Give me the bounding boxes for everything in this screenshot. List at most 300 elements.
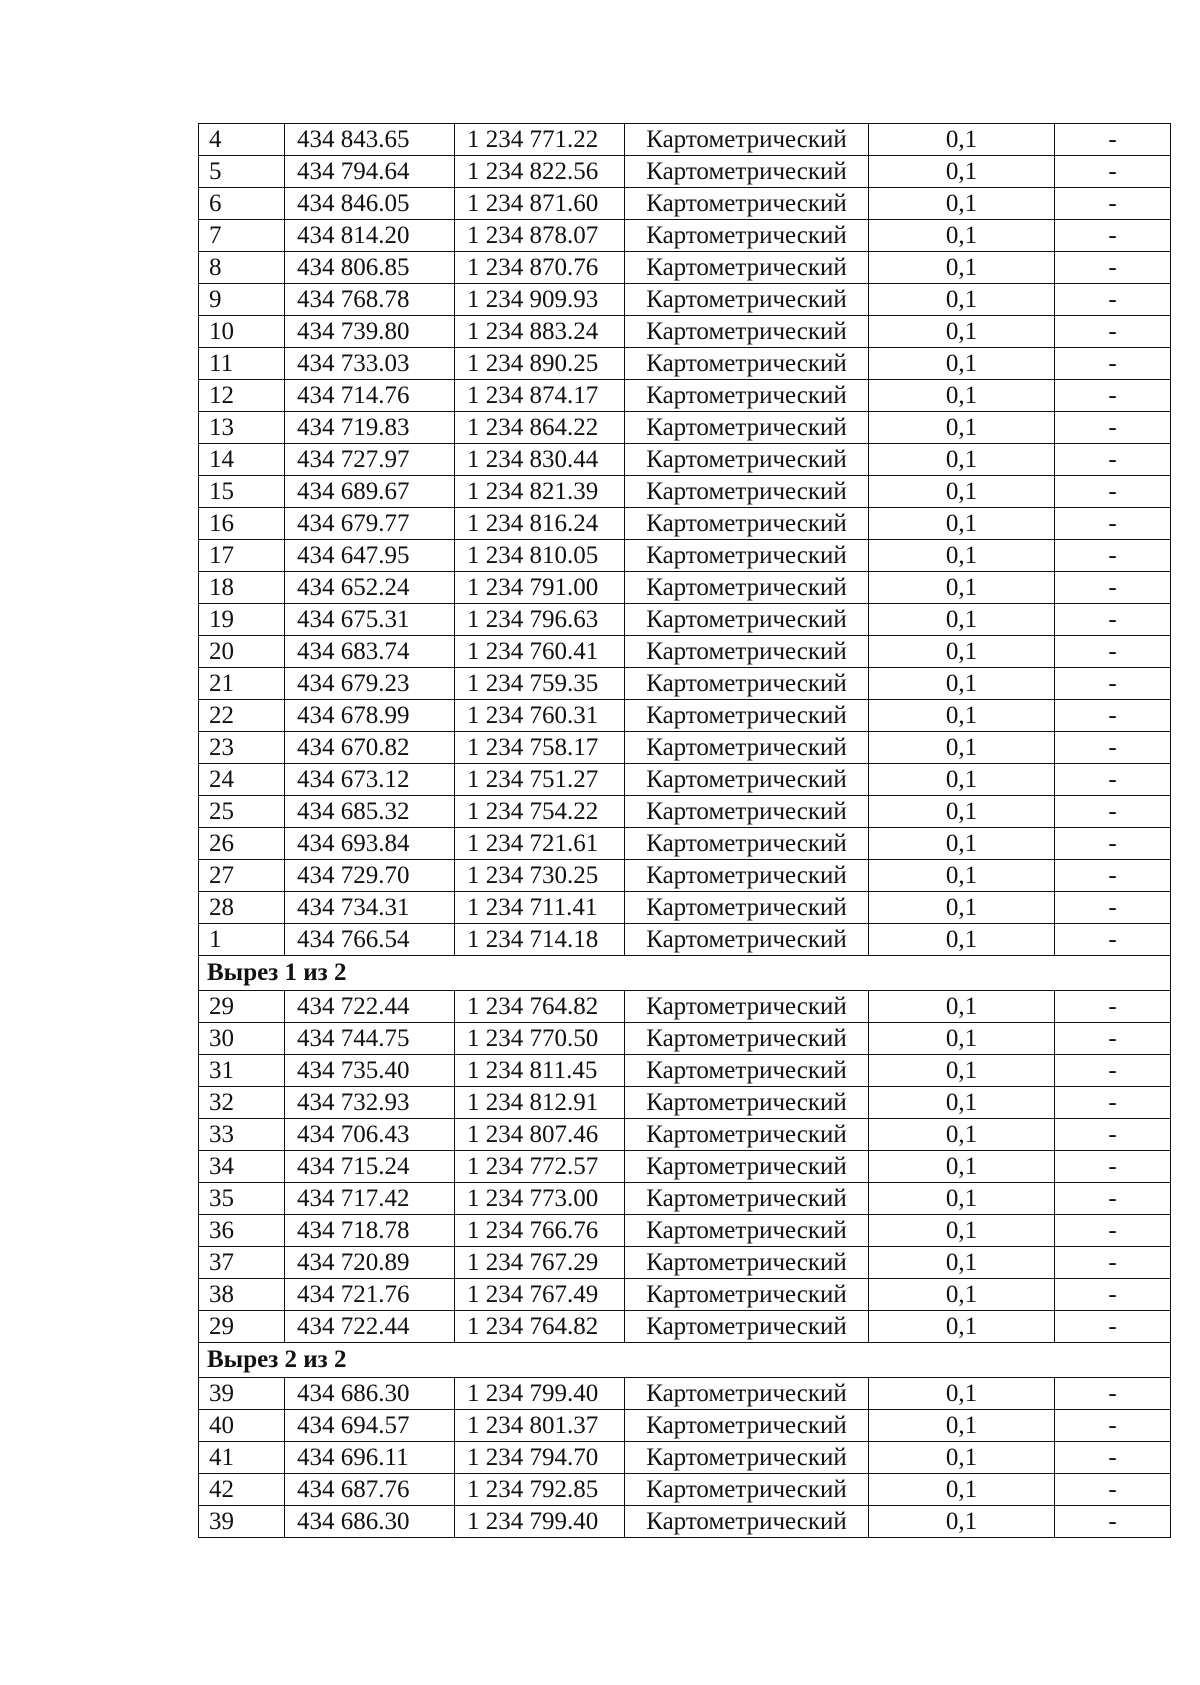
y-coordinate-cell: 1 234 799.40 (455, 1506, 625, 1538)
x-coordinate-cell: 434 679.77 (285, 508, 455, 540)
x-coordinate-cell: 434 715.24 (285, 1151, 455, 1183)
point-number-cell: 25 (199, 796, 285, 828)
point-number-cell: 9 (199, 284, 285, 316)
x-coordinate-cell: 434 718.78 (285, 1215, 455, 1247)
method-cell: Картометрический (625, 700, 869, 732)
accuracy-cell: 0,1 (869, 732, 1055, 764)
table-row (199, 156, 1171, 188)
method-cell: Картометрический (625, 1279, 869, 1311)
table-row (199, 1247, 1171, 1279)
table-row (199, 604, 1171, 636)
accuracy-cell: 0,1 (869, 1506, 1055, 1538)
dash-cell: - (1055, 732, 1171, 764)
x-coordinate-cell: 434 686.30 (285, 1378, 455, 1410)
method-cell: Картометрический (625, 924, 869, 956)
accuracy-cell: 0,1 (869, 828, 1055, 860)
accuracy-cell: 0,1 (869, 412, 1055, 444)
x-coordinate-cell: 434 693.84 (285, 828, 455, 860)
x-coordinate-cell: 434 714.76 (285, 380, 455, 412)
point-number-cell: 21 (199, 668, 285, 700)
accuracy-cell: 0,1 (869, 124, 1055, 156)
accuracy-cell: 0,1 (869, 1183, 1055, 1215)
point-number-cell: 35 (199, 1183, 285, 1215)
method-cell: Картометрический (625, 604, 869, 636)
x-coordinate-cell: 434 734.31 (285, 892, 455, 924)
x-coordinate-cell: 434 687.76 (285, 1474, 455, 1506)
accuracy-cell: 0,1 (869, 316, 1055, 348)
method-cell: Картометрический (625, 991, 869, 1023)
dash-cell: - (1055, 1151, 1171, 1183)
point-number-cell: 13 (199, 412, 285, 444)
x-coordinate-cell: 434 722.44 (285, 991, 455, 1023)
accuracy-cell: 0,1 (869, 892, 1055, 924)
method-cell: Картометрический (625, 252, 869, 284)
dash-cell: - (1055, 1119, 1171, 1151)
accuracy-cell: 0,1 (869, 1474, 1055, 1506)
y-coordinate-cell: 1 234 794.70 (455, 1442, 625, 1474)
dash-cell: - (1055, 156, 1171, 188)
method-cell: Картометрический (625, 380, 869, 412)
table-row (199, 444, 1171, 476)
table-row (199, 1506, 1171, 1538)
accuracy-cell: 0,1 (869, 796, 1055, 828)
x-coordinate-cell: 434 719.83 (285, 412, 455, 444)
table-row (199, 700, 1171, 732)
y-coordinate-cell: 1 234 754.22 (455, 796, 625, 828)
y-coordinate-cell: 1 234 730.25 (455, 860, 625, 892)
point-number-cell: 38 (199, 1279, 285, 1311)
table-row (199, 860, 1171, 892)
table-row (199, 380, 1171, 412)
point-number-cell: 20 (199, 636, 285, 668)
point-number-cell: 29 (199, 991, 285, 1023)
table-row (199, 668, 1171, 700)
accuracy-cell: 0,1 (869, 188, 1055, 220)
x-coordinate-cell: 434 717.42 (285, 1183, 455, 1215)
x-coordinate-cell: 434 675.31 (285, 604, 455, 636)
accuracy-cell: 0,1 (869, 572, 1055, 604)
accuracy-cell: 0,1 (869, 540, 1055, 572)
table-row (199, 1442, 1171, 1474)
method-cell: Картометрический (625, 220, 869, 252)
dash-cell: - (1055, 991, 1171, 1023)
table-row (199, 924, 1171, 956)
point-number-cell: 11 (199, 348, 285, 380)
x-coordinate-cell: 434 727.97 (285, 444, 455, 476)
accuracy-cell: 0,1 (869, 284, 1055, 316)
x-coordinate-cell: 434 686.30 (285, 1506, 455, 1538)
dash-cell: - (1055, 1023, 1171, 1055)
point-number-cell: 31 (199, 1055, 285, 1087)
y-coordinate-cell: 1 234 864.22 (455, 412, 625, 444)
y-coordinate-cell: 1 234 791.00 (455, 572, 625, 604)
method-cell: Картометрический (625, 732, 869, 764)
point-number-cell: 29 (199, 1311, 285, 1343)
accuracy-cell: 0,1 (869, 1279, 1055, 1311)
table-row (199, 764, 1171, 796)
method-cell: Картометрический (625, 1311, 869, 1343)
dash-cell: - (1055, 924, 1171, 956)
accuracy-cell: 0,1 (869, 1378, 1055, 1410)
x-coordinate-cell: 434 685.32 (285, 796, 455, 828)
dash-cell: - (1055, 412, 1171, 444)
dash-cell: - (1055, 1087, 1171, 1119)
y-coordinate-cell: 1 234 711.41 (455, 892, 625, 924)
y-coordinate-cell: 1 234 792.85 (455, 1474, 625, 1506)
section-heading-row (199, 1343, 1171, 1378)
x-coordinate-cell: 434 744.75 (285, 1023, 455, 1055)
method-cell: Картометрический (625, 764, 869, 796)
method-cell: Картометрический (625, 1151, 869, 1183)
x-coordinate-cell: 434 843.65 (285, 124, 455, 156)
x-coordinate-cell: 434 673.12 (285, 764, 455, 796)
y-coordinate-cell: 1 234 751.27 (455, 764, 625, 796)
point-number-cell: 19 (199, 604, 285, 636)
accuracy-cell: 0,1 (869, 444, 1055, 476)
table-row (199, 892, 1171, 924)
table-row (199, 1183, 1171, 1215)
section-heading: Вырез 2 из 2 (199, 1343, 1171, 1378)
x-coordinate-cell: 434 794.64 (285, 156, 455, 188)
dash-cell: - (1055, 1055, 1171, 1087)
accuracy-cell: 0,1 (869, 636, 1055, 668)
accuracy-cell: 0,1 (869, 1410, 1055, 1442)
accuracy-cell: 0,1 (869, 508, 1055, 540)
table-row (199, 252, 1171, 284)
dash-cell: - (1055, 668, 1171, 700)
x-coordinate-cell: 434 721.76 (285, 1279, 455, 1311)
table-row (199, 1151, 1171, 1183)
dash-cell: - (1055, 1183, 1171, 1215)
table-row (199, 1215, 1171, 1247)
x-coordinate-cell: 434 729.70 (285, 860, 455, 892)
table-row (199, 1410, 1171, 1442)
x-coordinate-cell: 434 846.05 (285, 188, 455, 220)
y-coordinate-cell: 1 234 878.07 (455, 220, 625, 252)
point-number-cell: 7 (199, 220, 285, 252)
table-row (199, 412, 1171, 444)
y-coordinate-cell: 1 234 714.18 (455, 924, 625, 956)
method-cell: Картометрический (625, 572, 869, 604)
table-row (199, 188, 1171, 220)
method-cell: Картометрический (625, 1506, 869, 1538)
accuracy-cell: 0,1 (869, 476, 1055, 508)
x-coordinate-cell: 434 739.80 (285, 316, 455, 348)
point-number-cell: 6 (199, 188, 285, 220)
x-coordinate-cell: 434 683.74 (285, 636, 455, 668)
dash-cell: - (1055, 220, 1171, 252)
y-coordinate-cell: 1 234 796.63 (455, 604, 625, 636)
dash-cell: - (1055, 700, 1171, 732)
document-page (198, 123, 1171, 1538)
accuracy-cell: 0,1 (869, 1311, 1055, 1343)
method-cell: Картометрический (625, 796, 869, 828)
accuracy-cell: 0,1 (869, 668, 1055, 700)
point-number-cell: 24 (199, 764, 285, 796)
y-coordinate-cell: 1 234 822.56 (455, 156, 625, 188)
dash-cell: - (1055, 892, 1171, 924)
x-coordinate-cell: 434 806.85 (285, 252, 455, 284)
table-row (199, 1023, 1171, 1055)
dash-cell: - (1055, 828, 1171, 860)
coordinates-table-body (199, 124, 1171, 1538)
method-cell: Картометрический (625, 412, 869, 444)
x-coordinate-cell: 434 647.95 (285, 540, 455, 572)
dash-cell: - (1055, 1378, 1171, 1410)
y-coordinate-cell: 1 234 760.31 (455, 700, 625, 732)
method-cell: Картометрический (625, 1119, 869, 1151)
y-coordinate-cell: 1 234 758.17 (455, 732, 625, 764)
accuracy-cell: 0,1 (869, 156, 1055, 188)
y-coordinate-cell: 1 234 721.61 (455, 828, 625, 860)
point-number-cell: 12 (199, 380, 285, 412)
point-number-cell: 34 (199, 1151, 285, 1183)
point-number-cell: 17 (199, 540, 285, 572)
method-cell: Картометрический (625, 1087, 869, 1119)
dash-cell: - (1055, 604, 1171, 636)
point-number-cell: 40 (199, 1410, 285, 1442)
accuracy-cell: 0,1 (869, 991, 1055, 1023)
accuracy-cell: 0,1 (869, 220, 1055, 252)
table-row (199, 1311, 1171, 1343)
table-row (199, 572, 1171, 604)
dash-cell: - (1055, 860, 1171, 892)
y-coordinate-cell: 1 234 816.24 (455, 508, 625, 540)
point-number-cell: 32 (199, 1087, 285, 1119)
dash-cell: - (1055, 572, 1171, 604)
dash-cell: - (1055, 316, 1171, 348)
y-coordinate-cell: 1 234 874.17 (455, 380, 625, 412)
method-cell: Картометрический (625, 1023, 869, 1055)
accuracy-cell: 0,1 (869, 924, 1055, 956)
table-row (199, 732, 1171, 764)
y-coordinate-cell: 1 234 764.82 (455, 991, 625, 1023)
method-cell: Картометрический (625, 1247, 869, 1279)
point-number-cell: 39 (199, 1378, 285, 1410)
method-cell: Картометрический (625, 1442, 869, 1474)
dash-cell: - (1055, 348, 1171, 380)
method-cell: Картометрический (625, 1055, 869, 1087)
dash-cell: - (1055, 476, 1171, 508)
table-row (199, 1474, 1171, 1506)
section-heading-row (199, 956, 1171, 991)
x-coordinate-cell: 434 722.44 (285, 1311, 455, 1343)
point-number-cell: 8 (199, 252, 285, 284)
x-coordinate-cell: 434 768.78 (285, 284, 455, 316)
dash-cell: - (1055, 508, 1171, 540)
table-row (199, 1087, 1171, 1119)
x-coordinate-cell: 434 678.99 (285, 700, 455, 732)
accuracy-cell: 0,1 (869, 604, 1055, 636)
table-row (199, 220, 1171, 252)
dash-cell: - (1055, 1410, 1171, 1442)
table-row (199, 636, 1171, 668)
dash-cell: - (1055, 1474, 1171, 1506)
method-cell: Картометрический (625, 124, 869, 156)
y-coordinate-cell: 1 234 799.40 (455, 1378, 625, 1410)
point-number-cell: 14 (199, 444, 285, 476)
point-number-cell: 16 (199, 508, 285, 540)
y-coordinate-cell: 1 234 759.35 (455, 668, 625, 700)
x-coordinate-cell: 434 652.24 (285, 572, 455, 604)
x-coordinate-cell: 434 689.67 (285, 476, 455, 508)
dash-cell: - (1055, 124, 1171, 156)
method-cell: Картометрический (625, 348, 869, 380)
accuracy-cell: 0,1 (869, 1247, 1055, 1279)
accuracy-cell: 0,1 (869, 1215, 1055, 1247)
dash-cell: - (1055, 284, 1171, 316)
table-row (199, 1279, 1171, 1311)
y-coordinate-cell: 1 234 830.44 (455, 444, 625, 476)
section-heading: Вырез 1 из 2 (199, 956, 1171, 991)
table-row (199, 1055, 1171, 1087)
y-coordinate-cell: 1 234 760.41 (455, 636, 625, 668)
method-cell: Картометрический (625, 284, 869, 316)
point-number-cell: 5 (199, 156, 285, 188)
method-cell: Картометрический (625, 444, 869, 476)
accuracy-cell: 0,1 (869, 348, 1055, 380)
y-coordinate-cell: 1 234 870.76 (455, 252, 625, 284)
table-row (199, 284, 1171, 316)
point-number-cell: 22 (199, 700, 285, 732)
table-row (199, 540, 1171, 572)
point-number-cell: 26 (199, 828, 285, 860)
point-number-cell: 10 (199, 316, 285, 348)
y-coordinate-cell: 1 234 909.93 (455, 284, 625, 316)
x-coordinate-cell: 434 733.03 (285, 348, 455, 380)
method-cell: Картометрический (625, 1378, 869, 1410)
point-number-cell: 37 (199, 1247, 285, 1279)
y-coordinate-cell: 1 234 810.05 (455, 540, 625, 572)
table-row (199, 476, 1171, 508)
accuracy-cell: 0,1 (869, 380, 1055, 412)
accuracy-cell: 0,1 (869, 1119, 1055, 1151)
y-coordinate-cell: 1 234 871.60 (455, 188, 625, 220)
y-coordinate-cell: 1 234 764.82 (455, 1311, 625, 1343)
y-coordinate-cell: 1 234 766.76 (455, 1215, 625, 1247)
dash-cell: - (1055, 1247, 1171, 1279)
method-cell: Картометрический (625, 1183, 869, 1215)
y-coordinate-cell: 1 234 811.45 (455, 1055, 625, 1087)
coordinates-table (198, 123, 1171, 1538)
method-cell: Картометрический (625, 860, 869, 892)
x-coordinate-cell: 434 735.40 (285, 1055, 455, 1087)
y-coordinate-cell: 1 234 772.57 (455, 1151, 625, 1183)
table-row (199, 348, 1171, 380)
dash-cell: - (1055, 444, 1171, 476)
dash-cell: - (1055, 636, 1171, 668)
method-cell: Картометрический (625, 1410, 869, 1442)
point-number-cell: 1 (199, 924, 285, 956)
y-coordinate-cell: 1 234 767.49 (455, 1279, 625, 1311)
method-cell: Картометрический (625, 508, 869, 540)
method-cell: Картометрический (625, 188, 869, 220)
table-row (199, 1378, 1171, 1410)
dash-cell: - (1055, 764, 1171, 796)
accuracy-cell: 0,1 (869, 700, 1055, 732)
method-cell: Картометрический (625, 1215, 869, 1247)
x-coordinate-cell: 434 732.93 (285, 1087, 455, 1119)
dash-cell: - (1055, 1311, 1171, 1343)
table-row (199, 316, 1171, 348)
accuracy-cell: 0,1 (869, 1087, 1055, 1119)
y-coordinate-cell: 1 234 812.91 (455, 1087, 625, 1119)
dash-cell: - (1055, 796, 1171, 828)
dash-cell: - (1055, 540, 1171, 572)
accuracy-cell: 0,1 (869, 860, 1055, 892)
method-cell: Картометрический (625, 892, 869, 924)
x-coordinate-cell: 434 814.20 (285, 220, 455, 252)
y-coordinate-cell: 1 234 767.29 (455, 1247, 625, 1279)
method-cell: Картометрический (625, 476, 869, 508)
method-cell: Картометрический (625, 1474, 869, 1506)
point-number-cell: 23 (199, 732, 285, 764)
method-cell: Картометрический (625, 540, 869, 572)
y-coordinate-cell: 1 234 770.50 (455, 1023, 625, 1055)
point-number-cell: 4 (199, 124, 285, 156)
accuracy-cell: 0,1 (869, 1151, 1055, 1183)
point-number-cell: 27 (199, 860, 285, 892)
table-row (199, 508, 1171, 540)
point-number-cell: 39 (199, 1506, 285, 1538)
y-coordinate-cell: 1 234 801.37 (455, 1410, 625, 1442)
table-row (199, 796, 1171, 828)
y-coordinate-cell: 1 234 773.00 (455, 1183, 625, 1215)
method-cell: Картометрический (625, 828, 869, 860)
method-cell: Картометрический (625, 156, 869, 188)
point-number-cell: 28 (199, 892, 285, 924)
x-coordinate-cell: 434 670.82 (285, 732, 455, 764)
method-cell: Картометрический (625, 316, 869, 348)
table-row (199, 991, 1171, 1023)
y-coordinate-cell: 1 234 821.39 (455, 476, 625, 508)
dash-cell: - (1055, 1506, 1171, 1538)
dash-cell: - (1055, 1215, 1171, 1247)
x-coordinate-cell: 434 696.11 (285, 1442, 455, 1474)
dash-cell: - (1055, 252, 1171, 284)
x-coordinate-cell: 434 694.57 (285, 1410, 455, 1442)
accuracy-cell: 0,1 (869, 1442, 1055, 1474)
x-coordinate-cell: 434 706.43 (285, 1119, 455, 1151)
point-number-cell: 30 (199, 1023, 285, 1055)
accuracy-cell: 0,1 (869, 1023, 1055, 1055)
accuracy-cell: 0,1 (869, 252, 1055, 284)
x-coordinate-cell: 434 720.89 (285, 1247, 455, 1279)
y-coordinate-cell: 1 234 883.24 (455, 316, 625, 348)
method-cell: Картометрический (625, 636, 869, 668)
x-coordinate-cell: 434 679.23 (285, 668, 455, 700)
y-coordinate-cell: 1 234 807.46 (455, 1119, 625, 1151)
dash-cell: - (1055, 1279, 1171, 1311)
point-number-cell: 15 (199, 476, 285, 508)
point-number-cell: 42 (199, 1474, 285, 1506)
method-cell: Картометрический (625, 668, 869, 700)
table-row (199, 124, 1171, 156)
point-number-cell: 33 (199, 1119, 285, 1151)
accuracy-cell: 0,1 (869, 764, 1055, 796)
point-number-cell: 36 (199, 1215, 285, 1247)
dash-cell: - (1055, 1442, 1171, 1474)
dash-cell: - (1055, 380, 1171, 412)
point-number-cell: 41 (199, 1442, 285, 1474)
table-row (199, 828, 1171, 860)
table-row (199, 1119, 1171, 1151)
accuracy-cell: 0,1 (869, 1055, 1055, 1087)
point-number-cell: 18 (199, 572, 285, 604)
y-coordinate-cell: 1 234 890.25 (455, 348, 625, 380)
y-coordinate-cell: 1 234 771.22 (455, 124, 625, 156)
dash-cell: - (1055, 188, 1171, 220)
